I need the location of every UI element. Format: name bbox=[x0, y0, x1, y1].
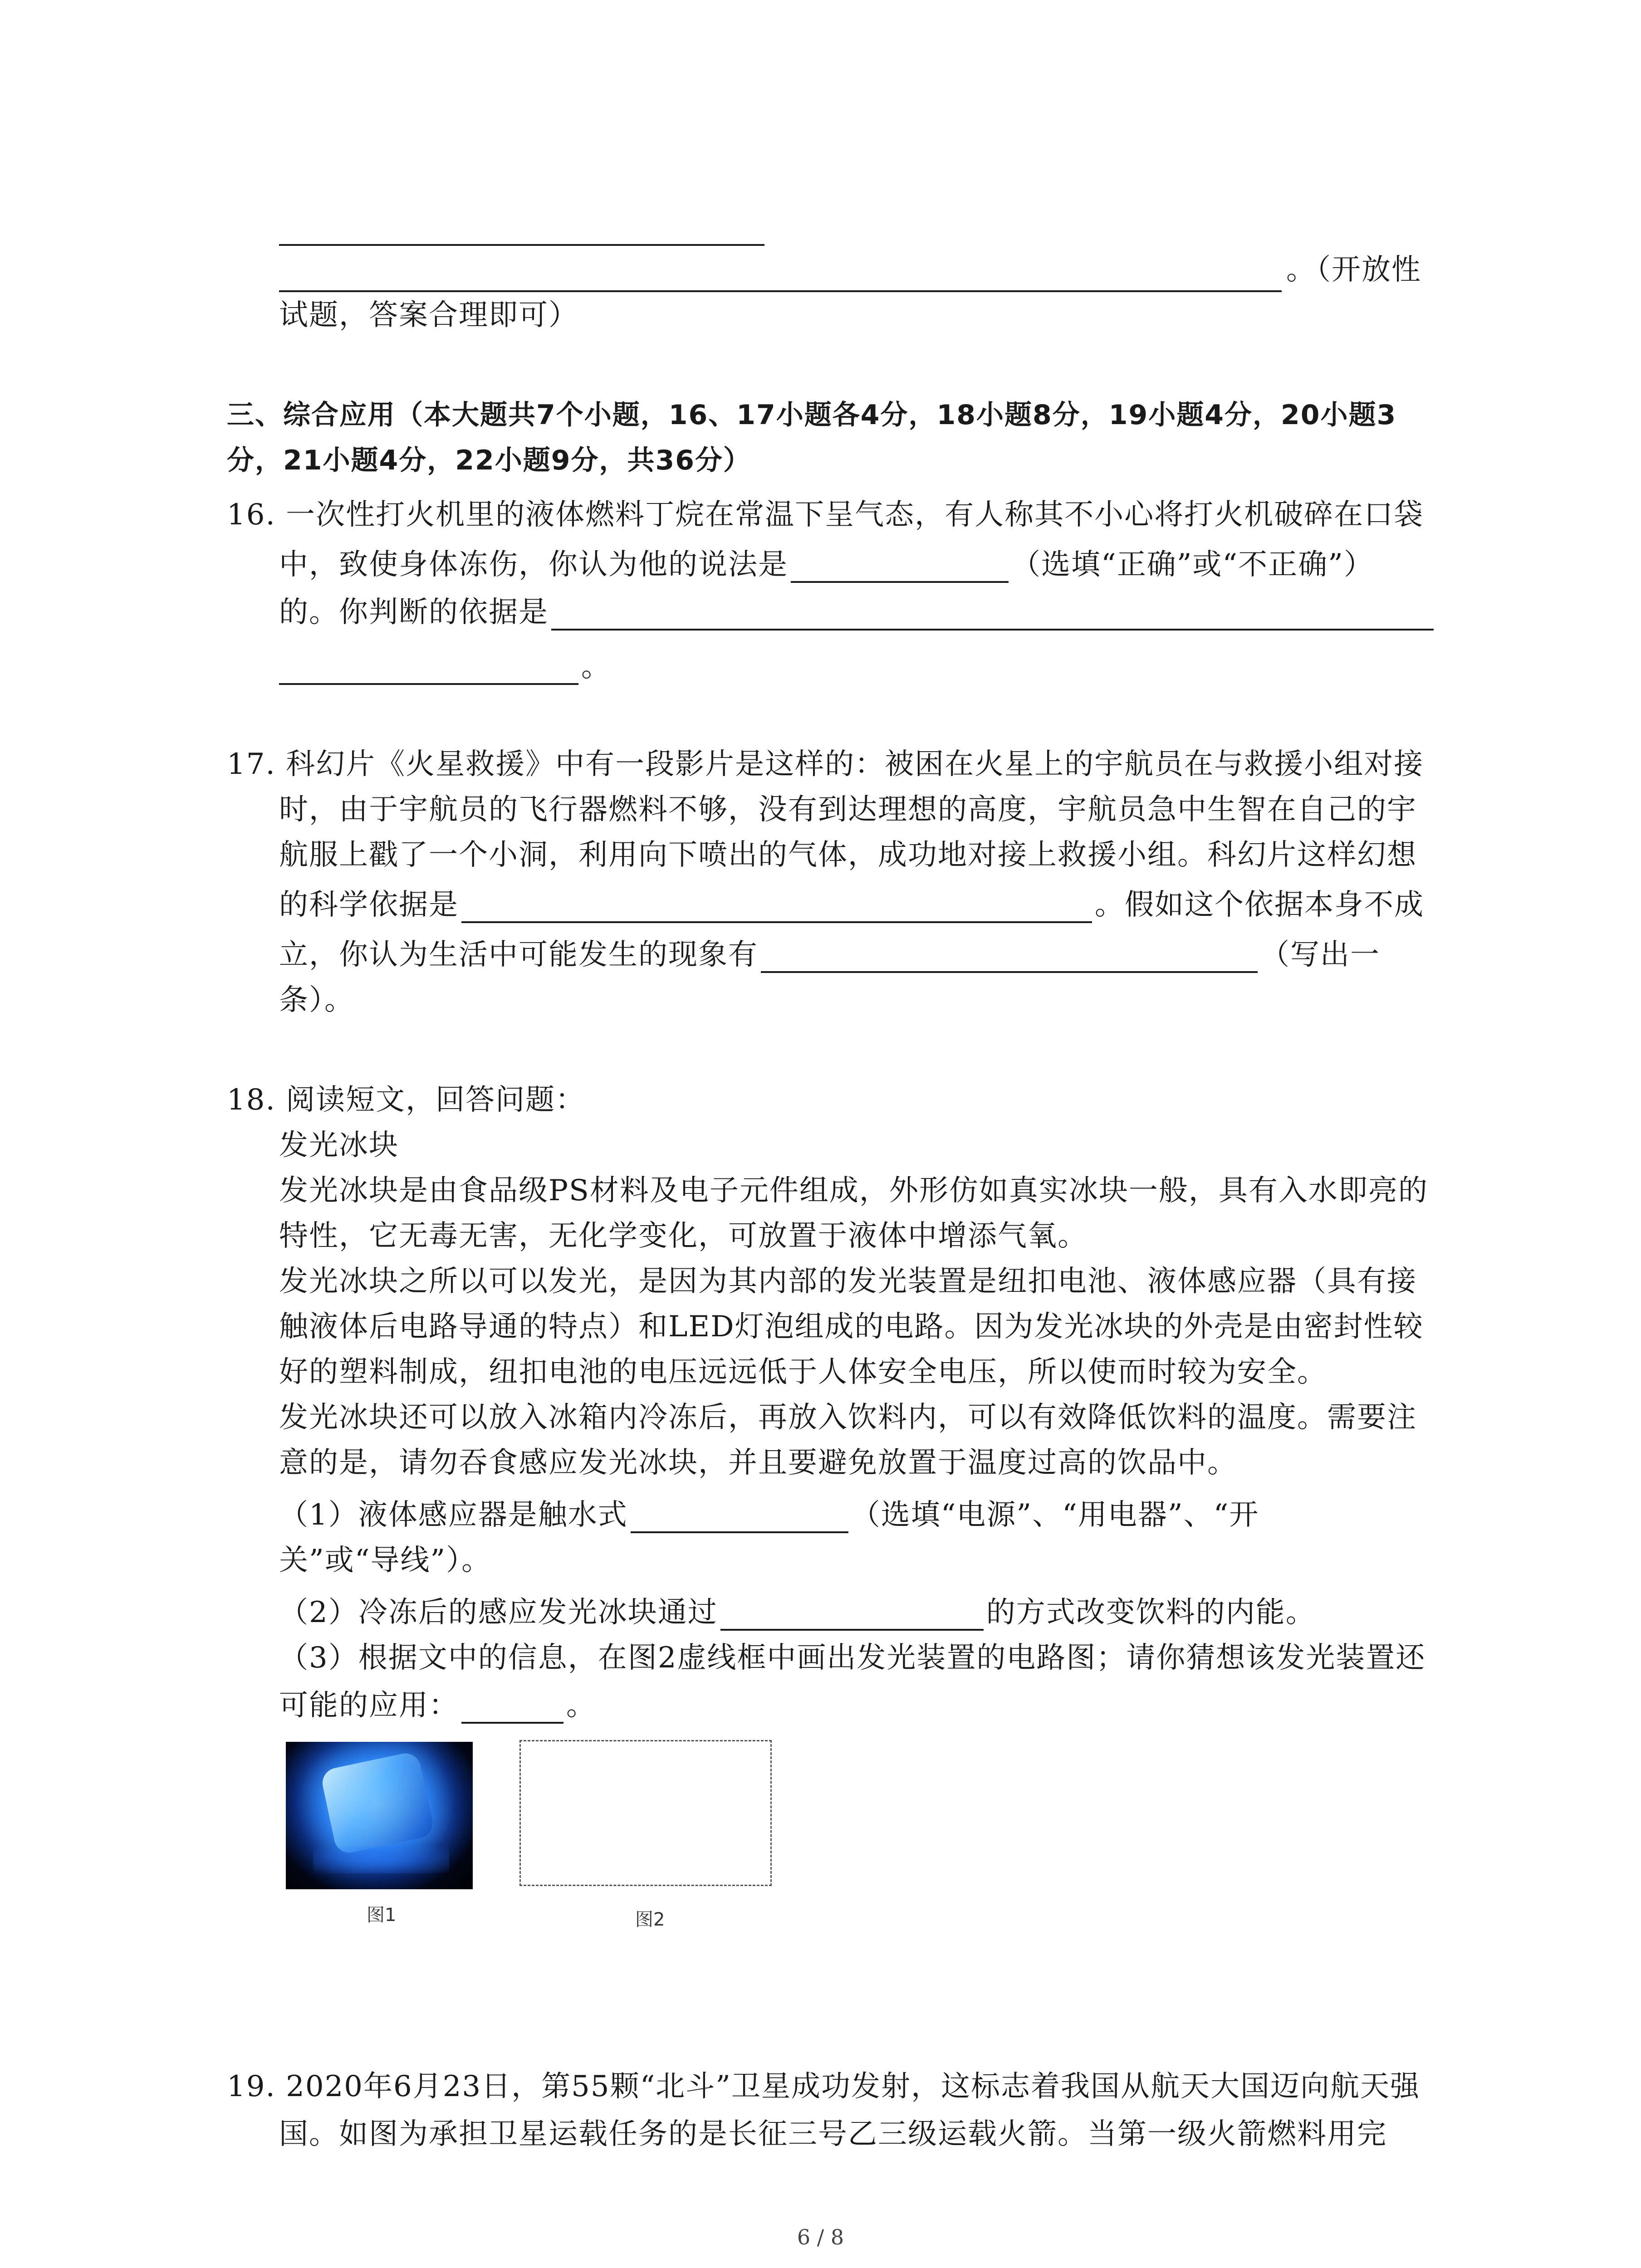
q17-line6: 条）。 bbox=[279, 983, 354, 1017]
q16-blank-correct[interactable] bbox=[791, 552, 1009, 583]
q18-para: 发光冰块还可以放入冰箱内冷冻后，再放入饮料内，可以有效降低饮料的温度。需要注 bbox=[279, 1401, 1417, 1434]
q19-line1: 19. 2020年6月23日，第55颗“北斗”卫星成功发射，这标志着我国从航天大国迈向航天强 bbox=[227, 2070, 1421, 2103]
q19-line2: 国。如图为承担卫星运载任务的是长征三号乙三级运载火箭。当第一级火箭燃料用完 bbox=[279, 2117, 1387, 2151]
q18-para: 发光冰块之所以可以发光，是因为其内部的发光装置是纽扣电池、液体感应器（具有接 bbox=[279, 1265, 1417, 1298]
q16-blank-reason-cont[interactable] bbox=[279, 654, 578, 685]
ice-cube-shape bbox=[320, 1750, 436, 1856]
q17-line4: 的科学依据是 。假如这个依据本身不成 bbox=[279, 887, 1424, 923]
q17-blank-phenomenon[interactable] bbox=[761, 942, 1258, 973]
q18-sub1: （1）液体感应器是触水式 （选填“电源”、“用电器”、“开 bbox=[279, 1497, 1259, 1533]
q17-line1: 17. 科幻片《火星救援》中有一段影片是这样的：被困在火星上的宇航员在与救援小组对接 bbox=[227, 748, 1424, 781]
q18-sub3: （3）根据文中的信息，在图2虚线框中画出发光装置的电路图；请你猜想该发光装置还 bbox=[279, 1641, 1426, 1675]
q17-line5: 立，你认为生活中可能发生的现象有 （写出一 bbox=[279, 937, 1380, 973]
glow-reflection bbox=[313, 1846, 449, 1873]
answer-blank[interactable] bbox=[279, 244, 764, 246]
figure2-caption: 图2 bbox=[635, 1909, 665, 1930]
q18-line1: 18. 阅读短文，回答问题： bbox=[227, 1083, 586, 1117]
glowing-ice-cube-photo bbox=[286, 1742, 473, 1889]
q16-blank-reason[interactable] bbox=[551, 600, 1434, 631]
q18-para: 发光冰块是由食品级PS材料及电子元件组成，外形仿如真实冰块一般，具有入水即亮的 bbox=[279, 1174, 1428, 1207]
q18-article-title: 发光冰块 bbox=[279, 1129, 399, 1162]
figure1-caption: 图1 bbox=[367, 1905, 397, 1926]
q18-para: 特性，它无毒无害，无化学变化，可放置于液体中增添气氧。 bbox=[279, 1219, 1087, 1253]
answer-blank[interactable] bbox=[279, 290, 1282, 292]
q16-line3: 的。你判断的依据是 bbox=[279, 594, 1436, 631]
section-heading: 三、综合应用（本大题共7个小题，16、17小题各4分，18小题8分，19小题4分，20小题3 bbox=[227, 399, 1397, 431]
q16-line1: 16. 一次性打火机里的液体燃料丁烷在常温下呈气态，有人称其不小心将打火机破碎在口袋 bbox=[227, 498, 1424, 532]
q18-sub1-cont: 关”或“导线”）。 bbox=[279, 1544, 492, 1577]
q18-sub2: （2）冷冻后的感应发光冰块通过 的方式改变饮料的内能。 bbox=[279, 1594, 1316, 1631]
q16-line2: 中，致使身体冻伤，你认为他的说法是 （选填“正确”或“不正确”） bbox=[279, 547, 1374, 583]
q17-line3: 航服上戳了一个小洞，利用向下喷出的气体，成功地对接上救援小组。科幻片这样幻想 bbox=[279, 838, 1417, 872]
q18-blank-application[interactable] bbox=[461, 1693, 563, 1724]
q17-blank-basis[interactable] bbox=[461, 892, 1092, 923]
q18-para: 触液体后电路导通的特点）和LED灯泡组成的电路。因为发光冰块的外壳是由密封性较 bbox=[279, 1310, 1424, 1344]
q17-line2: 时，由于宇航员的飞行器燃料不够，没有到达理想的高度，宇航员急中生智在自己的宇 bbox=[279, 793, 1417, 826]
open-question-end: 。（开放性 bbox=[1286, 253, 1421, 287]
q18-para: 意的是，请勿吞食感应发光冰块，并且要避免放置于温度过高的饮品中。 bbox=[279, 1446, 1237, 1480]
page-number: 6 / 8 bbox=[797, 2225, 844, 2249]
q18-blank-sensor[interactable] bbox=[631, 1502, 848, 1533]
q16-line4: 。 bbox=[279, 649, 611, 685]
q18-blank-method[interactable] bbox=[720, 1600, 984, 1631]
open-question-note: 试题，答案合理即可） bbox=[279, 298, 578, 332]
q18-para: 好的塑料制成，纽扣电池的电压远远低于人体安全电压，所以使而时较为安全。 bbox=[279, 1355, 1327, 1389]
q18-sub3-cont: 可能的应用： 。 bbox=[279, 1687, 596, 1724]
section-heading-cont: 分，21小题4分，22小题9分，共36分） bbox=[227, 445, 751, 476]
circuit-drawing-box[interactable] bbox=[519, 1740, 772, 1886]
